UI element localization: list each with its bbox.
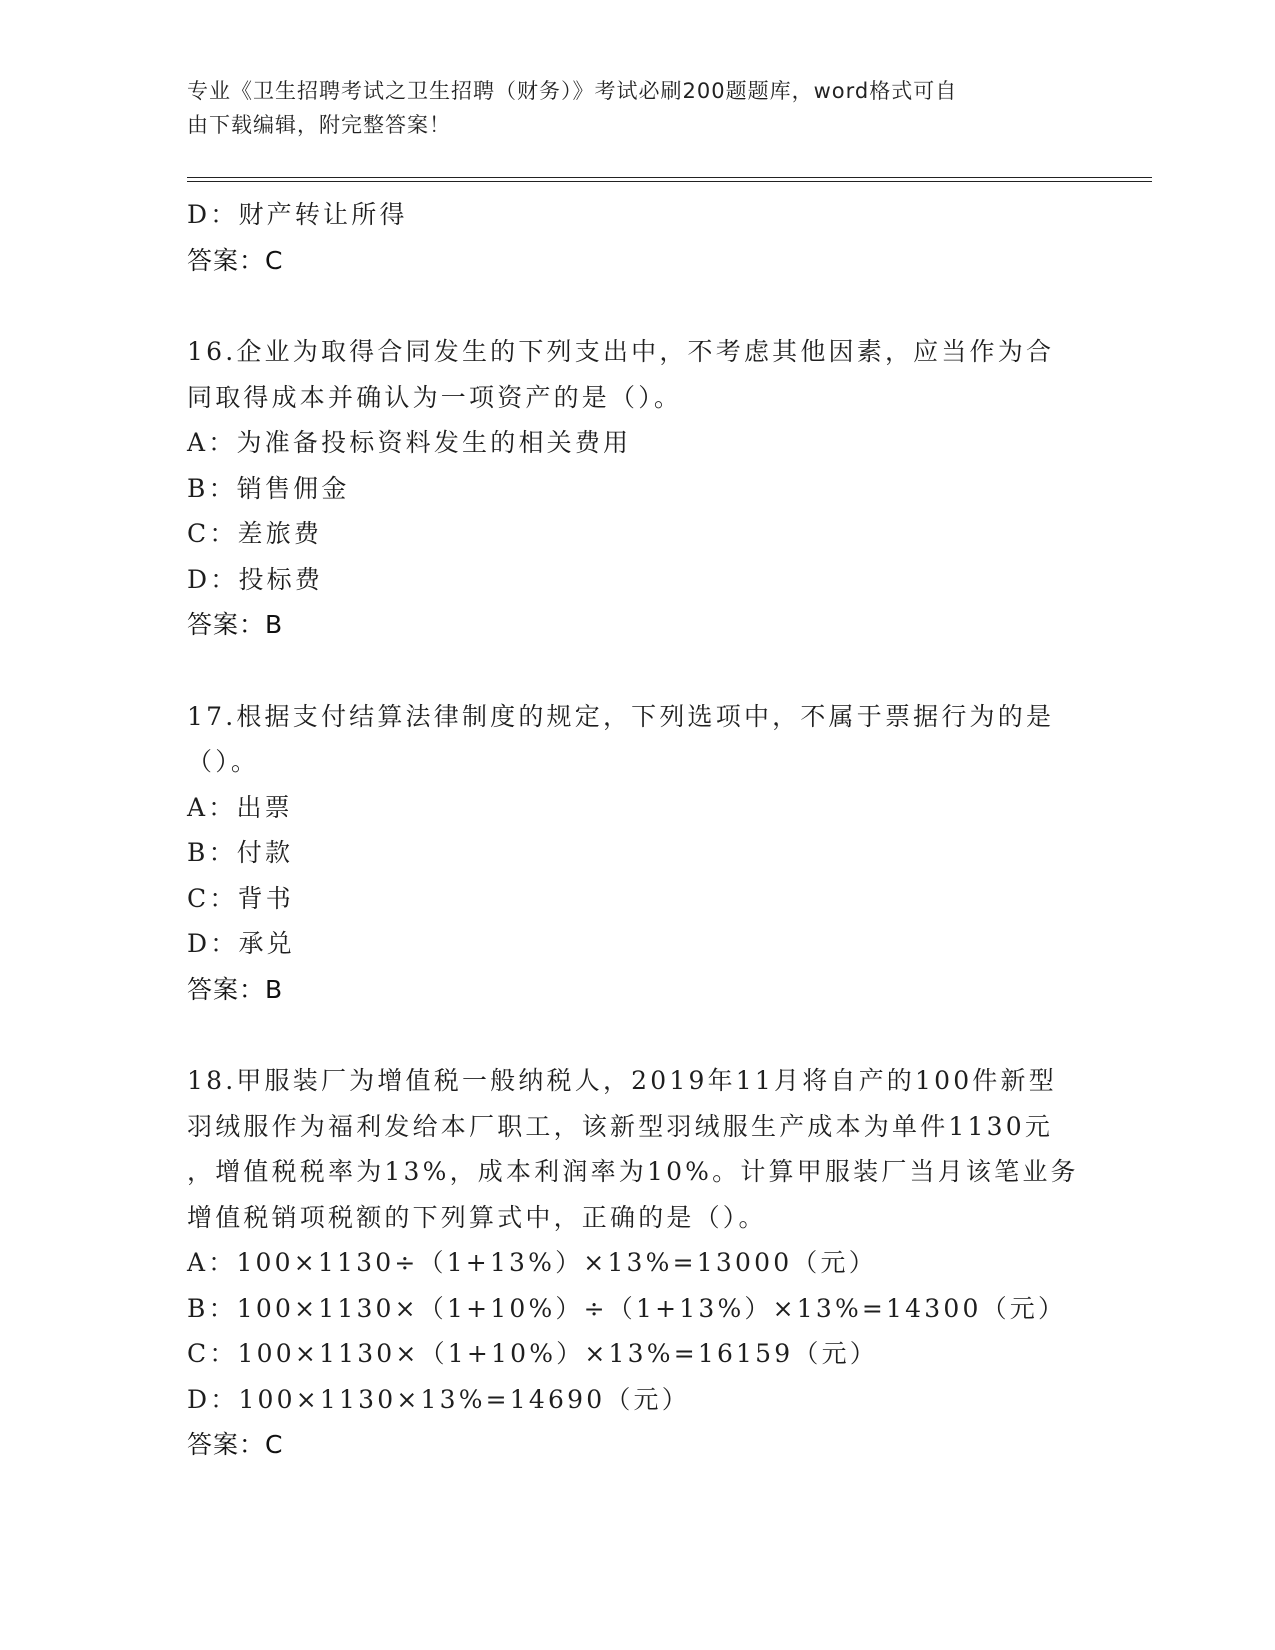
header-line-1: 专业《卫生招聘考试之卫生招聘（财务）》考试必刷200题题库，word格式可自	[187, 79, 958, 103]
stem-line: 18.甲服装厂为增值税一般纳税人，2019年11月将自产的100件新型	[187, 1066, 1057, 1095]
prev-option-d: D：财产转让所得	[187, 200, 408, 229]
answer: 答案：C	[187, 1430, 284, 1459]
option-b: B：100×1130×（1+10%）÷（1+13%）×13%=14300（元）	[187, 1293, 1067, 1323]
stem-line: （）。	[187, 747, 260, 776]
stem-line: 17.根据支付结算法律制度的规定，下列选项中，不属于票据行为的是	[187, 701, 1055, 731]
stem-line: 16.企业为取得合同发生的下列支出中，不考虑其他因素，应当作为合	[187, 337, 1055, 366]
option-d: D：承兑	[187, 929, 295, 958]
stem-line: 羽绒服作为福利发给本厂职工，该新型羽绒服生产成本为单件1130元	[187, 1111, 1054, 1141]
prev-answer: 答案：C	[187, 245, 284, 275]
question-17	[187, 694, 1087, 1013]
answer: 答案：B	[187, 610, 284, 639]
document-header	[187, 74, 1067, 142]
option-b: B：付款	[187, 838, 294, 867]
stem-line: 增值税销项税额的下列算式中，正确的是（）。	[187, 1202, 767, 1232]
question-stem	[187, 329, 1087, 420]
question-16	[187, 329, 1087, 648]
question-18	[187, 1058, 1087, 1468]
header-divider-bottom	[187, 181, 1152, 182]
option-a: A：100×1130÷（1+13%）×13%=13000（元）	[187, 1248, 877, 1277]
option-a: A：出票	[187, 792, 293, 822]
question-content	[187, 192, 1087, 1468]
option-c: C：差旅费	[187, 519, 323, 548]
option-c: C：背书	[187, 883, 294, 913]
header-line-2: 由下载编辑，附完整答案！	[187, 113, 451, 137]
option-c: C：100×1130×（1+10%）×13%=16159（元）	[187, 1339, 878, 1368]
header-divider-top	[187, 177, 1152, 178]
option-a: A：为准备投标资料发生的相关费用	[187, 428, 632, 457]
option-b: B：销售佣金	[187, 473, 350, 503]
answer: 答案：B	[187, 974, 284, 1004]
stem-line: ，增值税税率为13%，成本利润率为10%。计算甲服装厂当月该笔业务	[187, 1157, 1079, 1186]
stem-line: 同取得成本并确认为一项资产的是（）。	[187, 382, 683, 412]
question-stem	[187, 1058, 1087, 1240]
option-d: D：投标费	[187, 564, 324, 594]
question-stem	[187, 694, 1087, 785]
option-d: D：100×1130×13%=14690（元）	[187, 1384, 690, 1414]
